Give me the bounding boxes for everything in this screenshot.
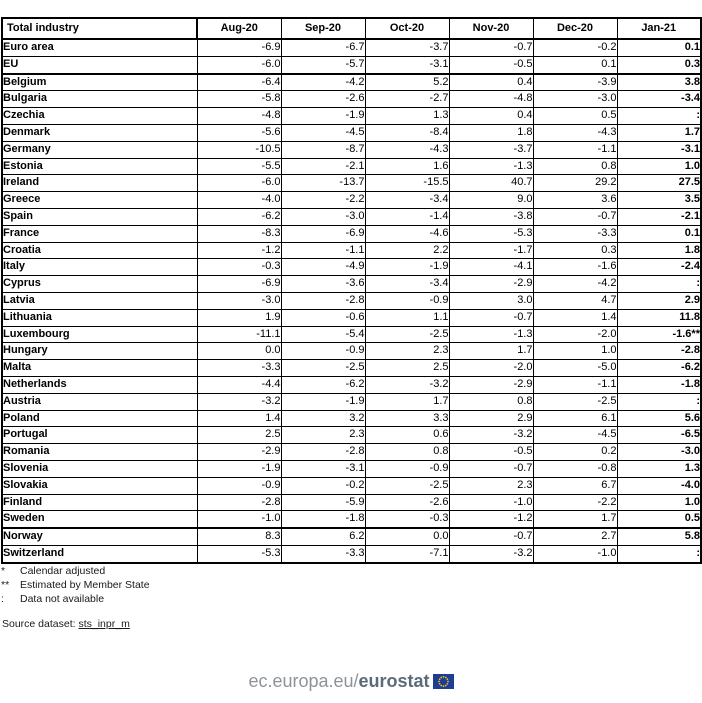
value-cell: 0.6 xyxy=(365,427,449,444)
value-cell: -1.3 xyxy=(449,326,533,343)
value-cell: -2.0 xyxy=(533,326,617,343)
value-cell: 1.4 xyxy=(197,410,281,427)
value-cell: 1.3 xyxy=(617,460,701,477)
value-cell: 2.9 xyxy=(449,410,533,427)
table-row xyxy=(2,427,701,444)
value-cell: -0.2 xyxy=(533,39,617,56)
value-cell: -2.5 xyxy=(365,326,449,343)
country-label: Slovenia xyxy=(2,460,197,477)
value-cell: -1.9 xyxy=(281,108,365,125)
table-row xyxy=(2,528,701,545)
value-cell: -1.1 xyxy=(533,141,617,158)
value-cell: -2.2 xyxy=(533,494,617,511)
value-cell: -5.6 xyxy=(197,124,281,141)
country-label: Hungary xyxy=(2,343,197,360)
value-cell: : xyxy=(617,276,701,293)
value-cell: -3.1 xyxy=(365,56,449,73)
value-cell: -5.8 xyxy=(197,91,281,108)
country-label: Netherlands xyxy=(2,376,197,393)
value-cell: -6.9 xyxy=(281,225,365,242)
country-label: Greece xyxy=(2,192,197,209)
value-cell: -1.9 xyxy=(365,259,449,276)
table-row xyxy=(2,376,701,393)
value-cell: -0.7 xyxy=(449,460,533,477)
value-cell: -6.2 xyxy=(281,376,365,393)
value-cell: 0.1 xyxy=(533,56,617,73)
value-cell: 0.8 xyxy=(533,158,617,175)
value-cell: -2.5 xyxy=(365,477,449,494)
country-label: Ireland xyxy=(2,175,197,192)
value-cell: -2.5 xyxy=(281,360,365,377)
value-cell: 1.6 xyxy=(365,158,449,175)
value-cell: -1.1 xyxy=(533,376,617,393)
value-cell: -5.4 xyxy=(281,326,365,343)
footer-brand-text: eurostat xyxy=(358,671,430,691)
country-label: Bulgaria xyxy=(2,91,197,108)
value-cell: -1.6** xyxy=(617,326,701,343)
value-cell: 0.8 xyxy=(449,393,533,410)
value-cell: -4.1 xyxy=(449,259,533,276)
value-cell: -1.1 xyxy=(281,242,365,259)
value-cell: -0.8 xyxy=(533,460,617,477)
value-cell: -2.9 xyxy=(197,444,281,461)
value-cell: -4.8 xyxy=(197,108,281,125)
value-cell: -2.5 xyxy=(533,393,617,410)
value-cell: -0.9 xyxy=(365,292,449,309)
country-label: Cyprus xyxy=(2,276,197,293)
value-cell: -3.8 xyxy=(449,208,533,225)
table-row xyxy=(2,208,701,225)
country-label: Finland xyxy=(2,494,197,511)
value-cell: 0.8 xyxy=(365,444,449,461)
value-cell: -6.0 xyxy=(197,175,281,192)
column-header-jan21: Jan-21 xyxy=(617,18,701,39)
value-cell: -1.0 xyxy=(533,545,617,562)
value-cell: 0.4 xyxy=(449,74,533,91)
value-cell: -11.1 xyxy=(197,326,281,343)
value-cell: -2.8 xyxy=(617,343,701,360)
value-cell: -5.0 xyxy=(533,360,617,377)
column-header-sep20: Sep-20 xyxy=(281,18,365,39)
value-cell: 2.5 xyxy=(365,360,449,377)
country-label: Latvia xyxy=(2,292,197,309)
value-cell: -5.3 xyxy=(197,545,281,562)
footnote-calendar-adjusted xyxy=(1,564,150,578)
value-cell: 0.1 xyxy=(617,225,701,242)
value-cell: -1.9 xyxy=(281,393,365,410)
column-header-nov20: Nov-20 xyxy=(449,18,533,39)
value-cell: -4.5 xyxy=(281,124,365,141)
value-cell: 1.7 xyxy=(365,393,449,410)
value-cell: 4.7 xyxy=(533,292,617,309)
country-label: Norway xyxy=(2,528,197,545)
value-cell: 0.3 xyxy=(617,56,701,73)
value-cell: 1.3 xyxy=(365,108,449,125)
value-cell: 2.5 xyxy=(197,427,281,444)
table-row xyxy=(2,326,701,343)
table-row xyxy=(2,39,701,56)
value-cell: -3.3 xyxy=(533,225,617,242)
country-label: Luxembourg xyxy=(2,326,197,343)
value-cell: -1.9 xyxy=(197,460,281,477)
value-cell: -6.5 xyxy=(617,427,701,444)
source-dataset-line xyxy=(2,618,130,630)
source-label: Source dataset: xyxy=(2,618,79,630)
table-row xyxy=(2,56,701,73)
value-cell: -10.5 xyxy=(197,141,281,158)
value-cell: -3.2 xyxy=(449,545,533,562)
value-cell: 1.0 xyxy=(533,343,617,360)
table-row xyxy=(2,545,701,562)
table-row xyxy=(2,192,701,209)
country-label: Estonia xyxy=(2,158,197,175)
value-cell: -3.6 xyxy=(281,276,365,293)
country-label: Sweden xyxy=(2,511,197,528)
country-label: Spain xyxy=(2,208,197,225)
table-row xyxy=(2,292,701,309)
value-cell: -1.0 xyxy=(449,494,533,511)
value-cell: -2.2 xyxy=(281,192,365,209)
value-cell: -3.0 xyxy=(197,292,281,309)
value-cell: 0.1 xyxy=(617,39,701,56)
value-cell: -6.4 xyxy=(197,74,281,91)
country-label: France xyxy=(2,225,197,242)
eurostat-footer xyxy=(0,670,702,694)
value-cell: 5.8 xyxy=(617,528,701,545)
value-cell: -6.9 xyxy=(197,39,281,56)
table-row xyxy=(2,393,701,410)
value-cell: 3.8 xyxy=(617,74,701,91)
value-cell: -1.8 xyxy=(281,511,365,528)
value-cell: -0.5 xyxy=(449,444,533,461)
value-cell: 6.7 xyxy=(533,477,617,494)
value-cell: 1.4 xyxy=(533,309,617,326)
column-header-oct20: Oct-20 xyxy=(365,18,449,39)
value-cell: : xyxy=(617,393,701,410)
value-cell: 0.2 xyxy=(533,444,617,461)
value-cell: 1.0 xyxy=(617,494,701,511)
value-cell: -3.2 xyxy=(449,427,533,444)
value-cell: -3.3 xyxy=(197,360,281,377)
value-cell: 0.4 xyxy=(449,108,533,125)
table-row xyxy=(2,259,701,276)
table-row xyxy=(2,477,701,494)
value-cell: -0.7 xyxy=(449,39,533,56)
table-row xyxy=(2,242,701,259)
country-label: Denmark xyxy=(2,124,197,141)
value-cell: -1.6 xyxy=(533,259,617,276)
value-cell: -2.1 xyxy=(281,158,365,175)
value-cell: -3.0 xyxy=(281,208,365,225)
value-cell: -8.3 xyxy=(197,225,281,242)
table-row xyxy=(2,158,701,175)
country-label: Malta xyxy=(2,360,197,377)
value-cell: 11.8 xyxy=(617,309,701,326)
value-cell: -6.9 xyxy=(197,276,281,293)
industry-table xyxy=(1,17,702,564)
value-cell: -1.2 xyxy=(449,511,533,528)
country-label: Switzerland xyxy=(2,545,197,562)
value-cell: -2.0 xyxy=(449,360,533,377)
country-label: Portugal xyxy=(2,427,197,444)
value-cell: -4.0 xyxy=(617,477,701,494)
value-cell: -2.1 xyxy=(617,208,701,225)
value-cell: -3.7 xyxy=(365,39,449,56)
table-row xyxy=(2,276,701,293)
value-cell: 5.6 xyxy=(617,410,701,427)
value-cell: -0.9 xyxy=(365,460,449,477)
table-row xyxy=(2,225,701,242)
country-label: Italy xyxy=(2,259,197,276)
value-cell: -0.9 xyxy=(197,477,281,494)
value-cell: 2.3 xyxy=(365,343,449,360)
value-cell: -6.7 xyxy=(281,39,365,56)
value-cell: -3.4 xyxy=(617,91,701,108)
table-row xyxy=(2,494,701,511)
value-cell: -4.2 xyxy=(533,276,617,293)
table-row xyxy=(2,360,701,377)
value-cell: -3.0 xyxy=(533,91,617,108)
country-label: Slovakia xyxy=(2,477,197,494)
value-cell: -1.2 xyxy=(197,242,281,259)
value-cell: -2.9 xyxy=(449,276,533,293)
footnote-estimated xyxy=(1,578,150,592)
value-cell: 1.9 xyxy=(197,309,281,326)
table-row xyxy=(2,309,701,326)
value-cell: -5.7 xyxy=(281,56,365,73)
country-label: Germany xyxy=(2,141,197,158)
value-cell: 8.3 xyxy=(197,528,281,545)
total-industry-table xyxy=(1,17,702,564)
value-cell: 27.5 xyxy=(617,175,701,192)
value-cell: -5.5 xyxy=(197,158,281,175)
country-label: Belgium xyxy=(2,74,197,91)
value-cell: -4.6 xyxy=(365,225,449,242)
value-cell: 2.3 xyxy=(281,427,365,444)
value-cell: -5.3 xyxy=(449,225,533,242)
value-cell: -0.2 xyxy=(281,477,365,494)
value-cell: -2.4 xyxy=(617,259,701,276)
footnote-text: Calendar adjusted xyxy=(20,565,106,577)
country-label: Austria xyxy=(2,393,197,410)
value-cell: -13.7 xyxy=(281,175,365,192)
value-cell: -3.3 xyxy=(281,545,365,562)
footnote-text: Data not available xyxy=(20,593,105,605)
value-cell: 3.0 xyxy=(449,292,533,309)
value-cell: : xyxy=(617,545,701,562)
value-cell: -2.6 xyxy=(281,91,365,108)
value-cell: 2.2 xyxy=(365,242,449,259)
country-label: Croatia xyxy=(2,242,197,259)
value-cell: -6.2 xyxy=(617,360,701,377)
value-cell: -3.7 xyxy=(449,141,533,158)
country-label: Euro area xyxy=(2,39,197,56)
value-cell: -0.7 xyxy=(449,309,533,326)
value-cell: -0.5 xyxy=(449,56,533,73)
table-row xyxy=(2,124,701,141)
value-cell: -4.0 xyxy=(197,192,281,209)
value-cell: 1.0 xyxy=(617,158,701,175)
value-cell: -15.5 xyxy=(365,175,449,192)
value-cell: 0.3 xyxy=(533,242,617,259)
table-title-cell: Total industry xyxy=(2,18,197,39)
table-row xyxy=(2,511,701,528)
table-header-row xyxy=(2,18,701,39)
value-cell: 2.7 xyxy=(533,528,617,545)
value-cell: 0.0 xyxy=(365,528,449,545)
value-cell: -4.4 xyxy=(197,376,281,393)
value-cell: -0.7 xyxy=(533,208,617,225)
value-cell: 1.7 xyxy=(449,343,533,360)
value-cell: -1.0 xyxy=(197,511,281,528)
country-label: Czechia xyxy=(2,108,197,125)
footnote-text: Estimated by Member State xyxy=(20,579,150,591)
column-header-dec20: Dec-20 xyxy=(533,18,617,39)
value-cell: -3.1 xyxy=(617,141,701,158)
value-cell: -2.6 xyxy=(365,494,449,511)
value-cell: -5.9 xyxy=(281,494,365,511)
footnote-marker: * xyxy=(1,565,6,577)
value-cell: -2.8 xyxy=(281,292,365,309)
country-label: Romania xyxy=(2,444,197,461)
table-row xyxy=(2,74,701,91)
table-row xyxy=(2,460,701,477)
value-cell: 0.5 xyxy=(617,511,701,528)
value-cell: -2.9 xyxy=(449,376,533,393)
value-cell: -4.2 xyxy=(281,74,365,91)
value-cell: -0.7 xyxy=(449,528,533,545)
value-cell: -3.9 xyxy=(533,74,617,91)
value-cell: -4.3 xyxy=(365,141,449,158)
table-row xyxy=(2,91,701,108)
value-cell: 1.1 xyxy=(365,309,449,326)
value-cell: : xyxy=(617,108,701,125)
value-cell: 3.2 xyxy=(281,410,365,427)
value-cell: -6.0 xyxy=(197,56,281,73)
value-cell: 1.7 xyxy=(533,511,617,528)
value-cell: 5.2 xyxy=(365,74,449,91)
table-row xyxy=(2,108,701,125)
table-body xyxy=(2,39,701,563)
value-cell: -2.8 xyxy=(197,494,281,511)
eu-flag-logo xyxy=(433,672,454,694)
country-label: EU xyxy=(2,56,197,73)
value-cell: -3.1 xyxy=(281,460,365,477)
column-header-aug20: Aug-20 xyxy=(197,18,281,39)
source-dataset-link[interactable]: sts_inpr_m xyxy=(78,618,130,630)
footnote-marker: ** xyxy=(1,579,10,591)
value-cell: 3.6 xyxy=(533,192,617,209)
value-cell: -4.8 xyxy=(449,91,533,108)
value-cell: 29.2 xyxy=(533,175,617,192)
value-cell: 2.3 xyxy=(449,477,533,494)
value-cell: -2.7 xyxy=(365,91,449,108)
value-cell: -0.6 xyxy=(281,309,365,326)
value-cell: -4.9 xyxy=(281,259,365,276)
value-cell: -4.3 xyxy=(533,124,617,141)
footnotes xyxy=(1,564,150,606)
value-cell: -6.2 xyxy=(197,208,281,225)
value-cell: 2.9 xyxy=(617,292,701,309)
value-cell: 6.1 xyxy=(533,410,617,427)
footer-domain-text: ec.europa.eu/ xyxy=(248,671,359,691)
value-cell: -1.3 xyxy=(449,158,533,175)
value-cell: 6.2 xyxy=(281,528,365,545)
table-row xyxy=(2,343,701,360)
value-cell: -4.5 xyxy=(533,427,617,444)
value-cell: -1.8 xyxy=(617,376,701,393)
value-cell: -3.0 xyxy=(617,444,701,461)
value-cell: 1.8 xyxy=(617,242,701,259)
table-row xyxy=(2,444,701,461)
value-cell: -3.4 xyxy=(365,192,449,209)
value-cell: 1.8 xyxy=(449,124,533,141)
value-cell: 1.7 xyxy=(617,124,701,141)
value-cell: -1.4 xyxy=(365,208,449,225)
value-cell: -0.9 xyxy=(281,343,365,360)
table-row xyxy=(2,141,701,158)
table-row xyxy=(2,175,701,192)
value-cell: -3.2 xyxy=(365,376,449,393)
value-cell: -0.3 xyxy=(197,259,281,276)
value-cell: -1.7 xyxy=(449,242,533,259)
country-label: Lithuania xyxy=(2,309,197,326)
value-cell: -3.2 xyxy=(197,393,281,410)
value-cell: -3.4 xyxy=(365,276,449,293)
value-cell: -8.4 xyxy=(365,124,449,141)
footnote-marker: : xyxy=(1,593,4,605)
value-cell: 3.3 xyxy=(365,410,449,427)
value-cell: 9.0 xyxy=(449,192,533,209)
value-cell: -8.7 xyxy=(281,141,365,158)
value-cell: -2.8 xyxy=(281,444,365,461)
value-cell: -0.3 xyxy=(365,511,449,528)
value-cell: 0.5 xyxy=(533,108,617,125)
value-cell: -7.1 xyxy=(365,545,449,562)
value-cell: 3.5 xyxy=(617,192,701,209)
table-row xyxy=(2,410,701,427)
value-cell: 40.7 xyxy=(449,175,533,192)
country-label: Poland xyxy=(2,410,197,427)
value-cell: 0.0 xyxy=(197,343,281,360)
footnote-not-available xyxy=(1,592,150,606)
